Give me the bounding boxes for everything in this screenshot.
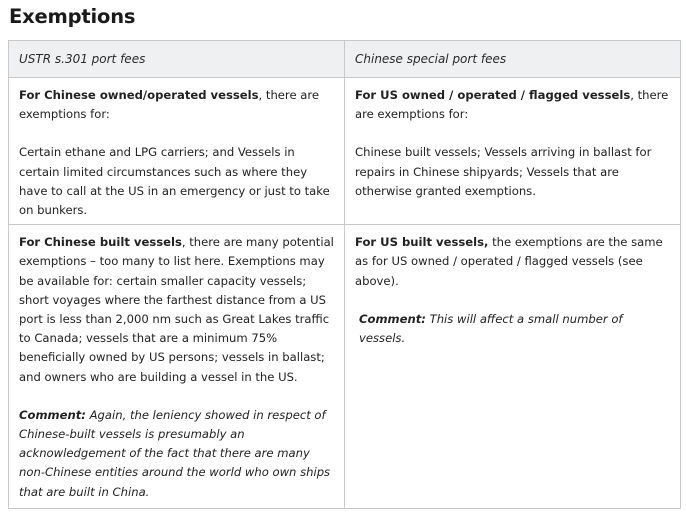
lead-bold: For US built vessels, (355, 235, 489, 250)
table-header-row (9, 41, 681, 78)
table-row (9, 225, 681, 509)
cell-chinese-built (345, 225, 681, 509)
cell-body: Certain ethane and LPG carriers; and Vessels in certain limited circumstances such as where they have to call at the US in an emergency or just to take on bunkers. (19, 145, 330, 218)
comment-text: This will affect a small number of vessels. (359, 311, 623, 346)
table-row (9, 78, 681, 225)
section-title: Exemptions (9, 5, 136, 28)
lead-bold: For Chinese owned/operated vessels (19, 88, 259, 102)
cell-ustr-owned (9, 78, 345, 225)
cell-lead (19, 86, 334, 124)
exemptions-table (8, 40, 681, 509)
lead-bold: For Chinese built vessels (19, 235, 182, 250)
cell-comment (19, 406, 334, 502)
header-chinese: Chinese special port fees (345, 41, 681, 78)
cell-lead (19, 233, 334, 387)
cell-ustr-built (9, 225, 345, 509)
cell-body: Chinese built vessels; Vessels arriving in ballast for repairs in Chinese shipyards; Vessels that are otherwise granted exemptions. (355, 145, 652, 198)
lead-rest: , there are exemptions for: (355, 88, 669, 122)
comment-label: Comment: (19, 407, 86, 422)
lead-rest: , there are exemptions for: (19, 88, 320, 122)
lead-rest: , there are many potential exemptions – too many to list here. Exemptions may be available for: certain smaller capacity vessels; short voyages where the farthest distance from a US port is less than 2,000 nm such as Great Lakes traffic to Canada; vessels that are a minimum 75% beneficially owned by US persons; vessels in ballast; and owners who are building a vessel in the US. (19, 235, 334, 384)
cell-lead (355, 86, 670, 124)
header-ustr: USTR s.301 port fees (9, 41, 345, 78)
cell-comment (355, 310, 670, 348)
comment-label: Comment: (359, 311, 426, 326)
cell-chinese-owned (345, 78, 681, 225)
comment-text: Again, the leniency showed in respect of Chinese-built vessels is presumably an acknowledgement of the fact that there are many non-Chinese entities around the world who own ships that are built in China. (19, 407, 331, 499)
lead-bold: For US owned / operated / flagged vessels (355, 88, 631, 102)
cell-lead (355, 233, 670, 291)
lead-rest: the exemptions are the same as for US owned / operated / flagged vessels (see above). (355, 235, 663, 288)
